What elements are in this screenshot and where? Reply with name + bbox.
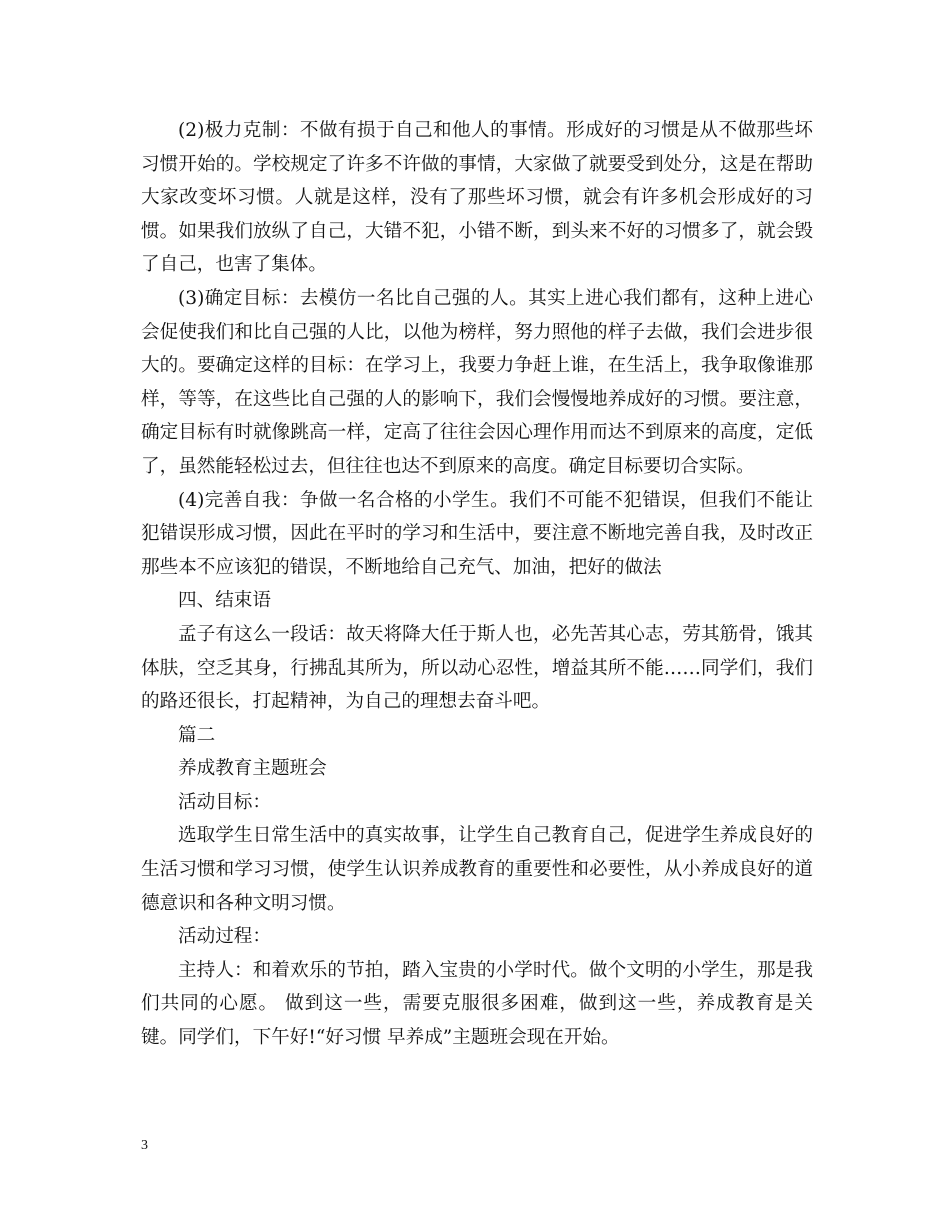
activity-goals-label: 活动目标： (178, 791, 271, 813)
activity-process-label: 活动过程： (178, 926, 271, 948)
paragraph-set-goals: (3)确定目标：去模仿一名比自己强的人。其实上进心我们都有，这种上进心会促使我们和比自己强的人比，以他为榜样，努力照他的样子去做，我们会进步很大的。要确定这样的目标：在学习上，我要力争赶上谁，在生活上，我争取像谁那样，等等，在这些比自己强的人的影响下，我们会慢慢地养成好的习惯。要注意，确定目标有时就像跳高一样，定高了往往会因心理作用而达不到原来的高度，定低了，虽然能轻松过去，但往往也达不到原来的高度。确定目标要切合实际。 (141, 287, 813, 477)
class-meeting-title: 养成教育主题班会 (178, 758, 327, 780)
document-body (141, 114, 813, 1055)
paragraph-mencius-quote: 孟子有这么一段话：故天将降大任于斯人也，必先苦其心志，劳其筋骨，饿其体肤，空乏其身，行拂乱其所为，所以动心忍性，增益其所不能……同学们，我们的路还很长，打起精神，为自己的理想去奋斗吧。 (141, 623, 813, 713)
paragraph-activity-goals: 选取学生日常生活中的真实故事，让学生自己教育自己，促进学生养成良好的生活习惯和学习习惯，使学生认识养成教育的重要性和必要性，从小养成良好的道德意识和各种文明习惯。 (141, 825, 813, 914)
part-heading-two: 篇二 (178, 724, 216, 746)
section-heading-conclusion: 四、结束语 (178, 590, 271, 612)
paragraph-restraint: (2)极力克制：不做有损于自己和他人的事情。形成好的习惯是从不做那些坏习惯开始的。学校规定了许多不许做的事情，大家做了就要受到处分，这是在帮助大家改变坏习惯。人就是这样，没有了那些坏习惯，就会有许多机会形成好的习惯。如果我们放纵了自己，大错不犯，小错不断，到头来不好的习惯多了，就会毁了自己，也害了集体。 (141, 120, 813, 276)
page-number: 3 (141, 1138, 148, 1153)
paragraph-host-opening: 主持人：和着欢乐的节拍，踏入宝贵的小学时代。做个文明的小学生，那是我们共同的心愿。 做到这一些，需要克服很多困难，做到这一些，养成教育是关键。同学们，下午好!“好习惯 早养成”主题班会现在开始。 (141, 959, 813, 1049)
paragraph-self-improvement: (4)完善自我：争做一名合格的小学生。我们不可能不犯错误，但我们不能让犯错误形成习惯，因此在平时的学习和生活中，要注意不断地完善自我，及时改正那些本不应该犯的错误，不断地给自己充气、加油，把好的做法 (141, 489, 813, 578)
